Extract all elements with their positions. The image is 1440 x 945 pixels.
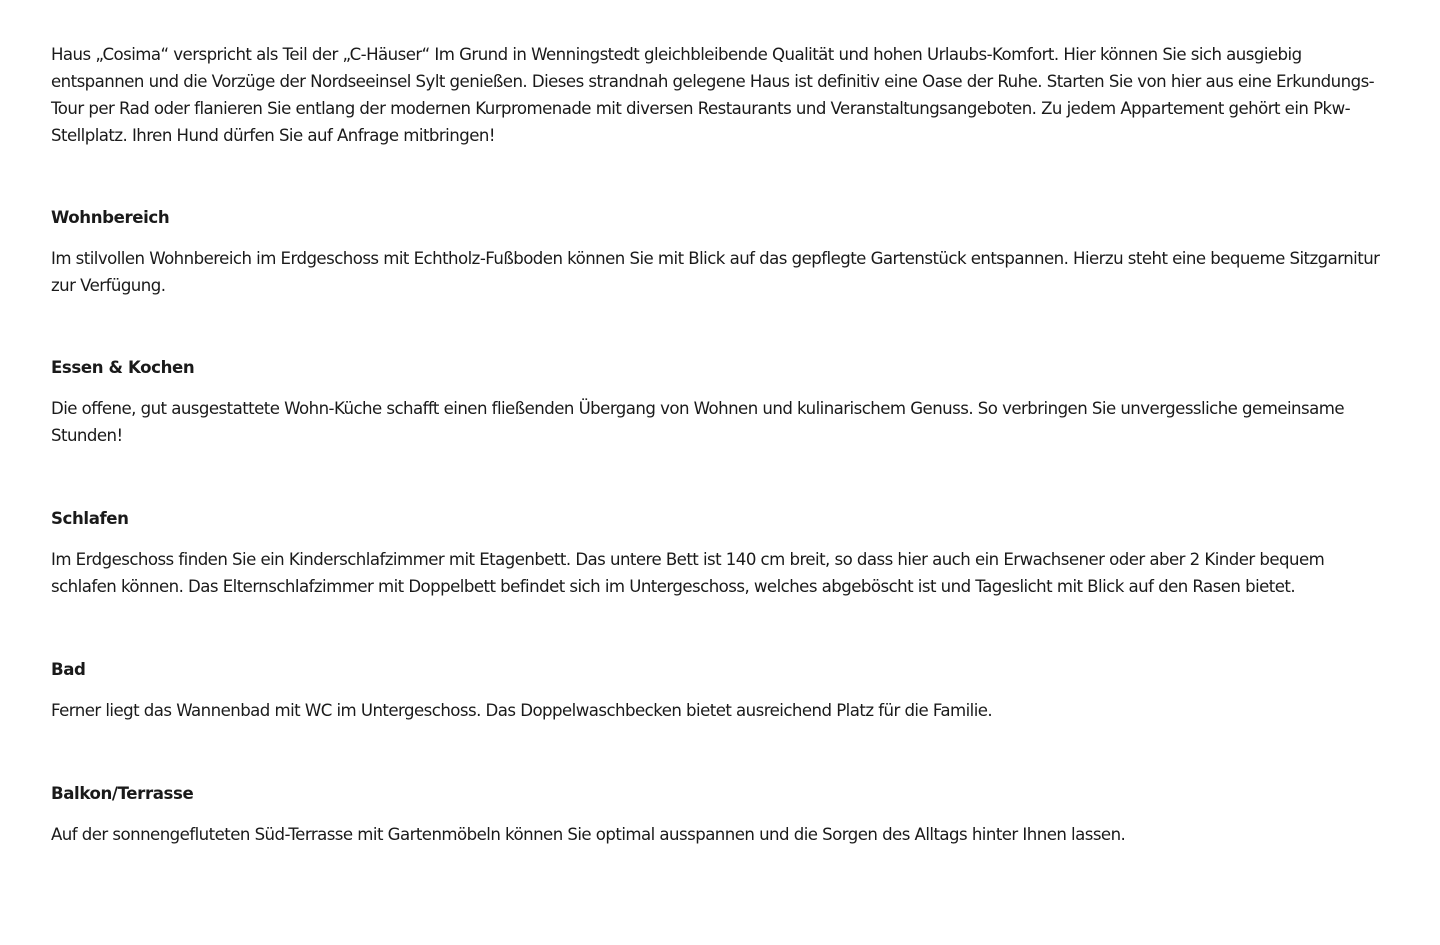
section-text: Auf der sonnengefluteten Süd-Terrasse mit Gartenmöbeln können Sie optimal ausspannen und die Sorgen des Alltags hinter Ihnen lassen. <box>51 825 1126 844</box>
section-wohnbereich <box>51 204 1381 299</box>
section-text: Im Erdgeschoss finden Sie ein Kinderschlafzimmer mit Etagenbett. Das untere Bett ist 140 cm breit, so dass hier auch ein Erwachsener oder aber 2 Kinder bequem schlafen können. Das Elternschlafzimmer mit Doppelbett befindet sich im Untergeschoss, welches abgeböscht ist und Tageslicht mit Blick auf den Rasen bietet. <box>51 550 1325 596</box>
section-heading: Balkon/Terrasse <box>51 784 194 803</box>
section-balkon-terrasse <box>51 780 1381 848</box>
section-schlafen <box>51 505 1381 600</box>
section-text: Im stilvollen Wohnbereich im Erdgeschoss mit Echtholz-Fußboden können Sie mit Blick auf das gepflegte Gartenstück entspannen. Hierzu steht eine bequeme Sitzgarnitur zur Verfügung. <box>51 249 1380 295</box>
description-content <box>51 41 1381 848</box>
intro-paragraph: Haus „Cosima“ verspricht als Teil der „C-Häuser“ Im Grund in Wenningstedt gleichbleibende Qualität und hohen Urlaubs-Komfort. Hier können Sie sich ausgiebig entspannen und die Vorzüge der Nordseeinsel Sylt genießen. Dieses strandnah gelegene Haus ist definitiv eine Oase der Ruhe. Starten Sie von hier aus eine Erkundungs-Tour per Rad oder flanieren Sie entlang der modernen Kurpromenade mit diversen Restaurants und Veranstaltungsangeboten. Zu jedem Appartement gehört ein Pkw-Stellplatz. Ihren Hund dürfen Sie auf Anfrage mitbringen! <box>51 45 1375 145</box>
section-essen-kochen <box>51 354 1381 449</box>
section-text: Die offene, gut ausgestattete Wohn-Küche schafft einen fließenden Übergang von Wohnen und kulinarischem Genuss. So verbringen Sie unvergessliche gemeinsame Stunden! <box>51 399 1344 445</box>
section-heading: Wohnbereich <box>51 208 170 227</box>
section-heading: Schlafen <box>51 509 129 528</box>
section-heading: Bad <box>51 660 86 679</box>
section-bad <box>51 656 1381 724</box>
section-text: Ferner liegt das Wannenbad mit WC im Untergeschoss. Das Doppelwaschbecken bietet ausreichend Platz für die Familie. <box>51 701 993 720</box>
section-heading: Essen & Kochen <box>51 358 195 377</box>
